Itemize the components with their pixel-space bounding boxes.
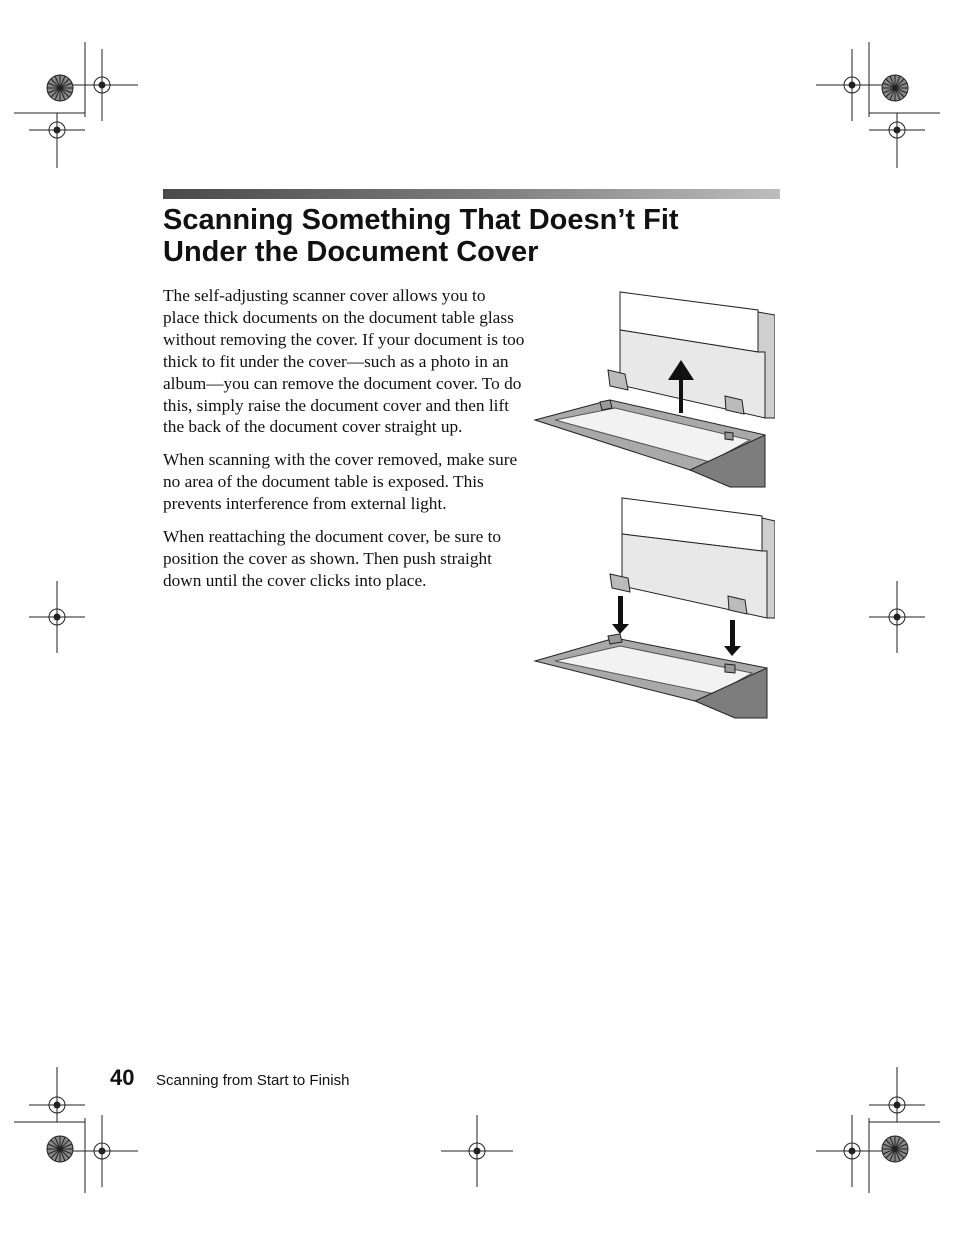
footer-section-title: Scanning from Start to Finish: [156, 1072, 350, 1089]
paragraph-cover-removed: When scanning with the cover removed, make sure no area of the document table is exposed. This prevents interference from external light.: [163, 450, 518, 514]
section-header-bar: [163, 189, 780, 199]
arrow-down-icon: [612, 596, 629, 634]
paragraph-reattach-cover: When reattaching the document cover, be sure to position the cover as shown. Then push straight down until the cover clicks into place.: [163, 527, 502, 590]
arrow-down-icon-2: [724, 620, 741, 656]
page-title: Scanning Something That Doesn’t Fit Under the Document Cover: [163, 204, 679, 268]
figure-remove-cover: [530, 290, 775, 490]
body-text: [163, 285, 525, 603]
figure-reattach-cover: [530, 496, 775, 721]
paragraph-remove-cover: The self-adjusting scanner cover allows you to place thick documents on the document table glass without removing the cover. If your document is too thick to fit under the cover—such as a photo in an album—you can remove the document cover. To do this, simply raise the document cover and then lift the back of the document cover straight up.: [163, 286, 525, 437]
page-number: 40: [110, 1065, 135, 1090]
